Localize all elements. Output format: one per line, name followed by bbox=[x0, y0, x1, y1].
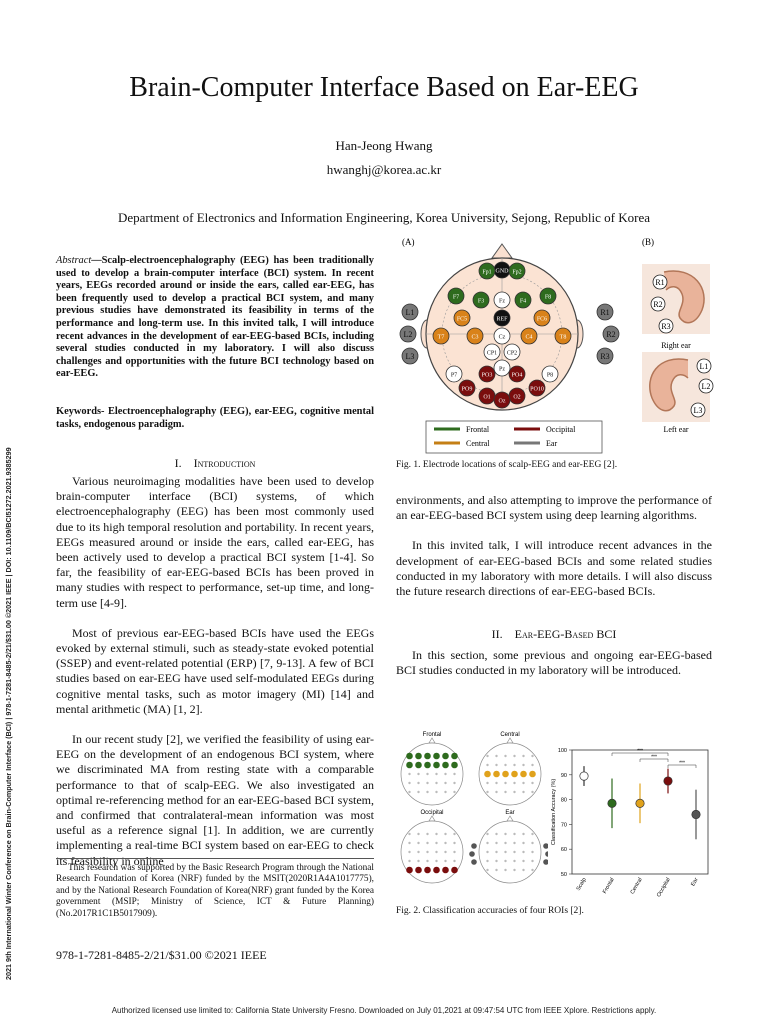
electrode-label: R2 bbox=[606, 330, 616, 339]
topoplot-electrode bbox=[486, 833, 488, 835]
topoplot-electrode bbox=[495, 860, 497, 862]
topoplot-group bbox=[401, 732, 548, 883]
topoplot-electrode bbox=[522, 782, 524, 784]
electrode-label: Cz bbox=[498, 334, 506, 341]
topoplot-electrode bbox=[408, 860, 410, 862]
topoplot-electrode bbox=[522, 869, 524, 871]
topoplot-electrode bbox=[435, 842, 437, 844]
electrode-label: C4 bbox=[525, 334, 533, 341]
topoplot-electrode bbox=[513, 755, 515, 757]
topoplot-roi-electrode bbox=[433, 867, 440, 874]
topoplot-roi-electrode bbox=[433, 753, 440, 760]
y-tick-label: 50 bbox=[560, 872, 567, 878]
topoplot-electrode bbox=[426, 842, 428, 844]
panel-b-label: (B) bbox=[642, 237, 654, 247]
topoplot-title: Ear bbox=[505, 810, 515, 816]
electrode-label: F3 bbox=[477, 298, 485, 305]
paper-title: Brain-Computer Interface Based on Ear-EEG bbox=[129, 72, 639, 103]
topoplot-electrode bbox=[513, 851, 515, 853]
legend-label: Ear bbox=[546, 439, 558, 448]
topoplot-electrode bbox=[495, 833, 497, 835]
topoplot-roi-electrode bbox=[415, 753, 422, 760]
topoplot-electrode bbox=[435, 833, 437, 835]
topoplot-electrode bbox=[531, 791, 533, 793]
topoplot-roi-electrode bbox=[442, 753, 449, 760]
electrode-label: F8 bbox=[544, 294, 552, 301]
topoplot-electrode bbox=[531, 782, 533, 784]
topoplot-electrode bbox=[495, 869, 497, 871]
electrode-label: L2 bbox=[701, 382, 711, 391]
topoplot-electrode bbox=[417, 851, 419, 853]
topoplot-roi-electrode bbox=[520, 771, 527, 778]
topoplot-roi-electrode bbox=[451, 762, 458, 769]
topoplot-electrode bbox=[486, 869, 488, 871]
topoplot-electrode bbox=[495, 764, 497, 766]
topoplot-electrode bbox=[504, 833, 506, 835]
topoplot-electrode bbox=[513, 791, 515, 793]
topoplot-electrode bbox=[453, 833, 455, 835]
legend-box bbox=[426, 421, 602, 453]
topoplot-electrode bbox=[426, 791, 428, 793]
topoplot-electrode bbox=[522, 851, 524, 853]
topoplot-electrode bbox=[417, 791, 419, 793]
topoplot-electrode bbox=[426, 860, 428, 862]
topoplot-electrode bbox=[486, 782, 488, 784]
intro-body bbox=[56, 474, 374, 869]
topoplot-electrode bbox=[426, 782, 428, 784]
topoplot-electrode bbox=[408, 842, 410, 844]
topoplot-electrode bbox=[504, 764, 506, 766]
topoplot-electrode bbox=[486, 755, 488, 757]
topoplot-electrode bbox=[444, 782, 446, 784]
topoplot-electrode bbox=[486, 791, 488, 793]
x-tick-label: Ear bbox=[690, 877, 700, 888]
y-tick-label: 60 bbox=[560, 847, 567, 854]
topoplot-electrode bbox=[531, 869, 533, 871]
abstract-text: —Scalp-electroencephalography (EEG) has been traditionally used to develop a brain-computer interface (BCI) system. In recent years, EEGs recorded around or inside the ears, called ear-EEG, has been frequently used to develop a practical BCI system, and many previous studies have demonstrated its feasibility in terms of the performance and long-term use. In this invited talk, I will introduce recent advances in the development of ear-EEG-based BCIs, including several studies conducted in my laboratory. I will also discuss challenges and opportunities with the future BCI technology based on ear-EEG. bbox=[56, 255, 374, 380]
author-name: Han-Jeong Hwang bbox=[335, 138, 433, 153]
topoplot-electrode bbox=[513, 764, 515, 766]
electrode-label: O1 bbox=[483, 394, 491, 401]
electrode-label: R1 bbox=[600, 308, 610, 317]
conference-sidebar: 2021 9th International Winter Conference on Brain-Computer Interface (BCI) | 978-1-7281-8485-2/21/$31.00 ©2021 IEEE | DOI: 10.1109/BCI51272.2021.9385299 bbox=[4, 447, 13, 980]
paragraph: In our recent study [2], we verified the feasibility of using ear-EEG on the development of an endogenous BCI system, where we discriminated MA from resting state with a comparable performance to that of scalp-EEG. We also investigated an optimal re-referencing method for an ear-EEG-based BCI system, and confirmed that contralateral-mean information was most useful as a reference signal [1]. In addition, we are currently implementing a real-time BCI system based on ear-EEG to check its feasibility in online bbox=[56, 732, 374, 868]
topoplot-title: Occipital bbox=[420, 810, 444, 816]
figure-1-electrode-map bbox=[394, 234, 716, 456]
topoplot-electrode bbox=[453, 773, 455, 775]
topoplot-electrode bbox=[453, 851, 455, 853]
topoplot-roi-electrode bbox=[442, 867, 449, 874]
topoplot-title: Central bbox=[500, 732, 520, 738]
x-tick-label: Scalp bbox=[575, 877, 588, 892]
topoplot-electrode bbox=[444, 791, 446, 793]
abstract-label: Abstract bbox=[56, 255, 92, 266]
electrode-label: R3 bbox=[661, 322, 671, 331]
topoplot-electrode bbox=[513, 842, 515, 844]
nose-shape bbox=[492, 244, 512, 258]
section-number: II. bbox=[491, 627, 503, 641]
x-tick-label: Frontal bbox=[601, 877, 616, 895]
section-heading-introduction bbox=[56, 456, 374, 471]
topoplot-electrode bbox=[444, 851, 446, 853]
topoplot-roi-electrode bbox=[451, 753, 458, 760]
topoplot-electrode bbox=[504, 791, 506, 793]
electrode-label: Fp2 bbox=[512, 269, 522, 276]
paragraph: Various neuroimaging modalities have been used to develop brain-computer interface (BCI) systems, of which electroencephalography (EEG) has been most commonly used due to its high temporal resolution and portability. In recent years, EEGs measured around or inside the ears, called ear-EEG, has been actively used to develop a practical BCI system [1-4]. So far, the feasibility of ear-EEG-based BCIs has been proved in many studies with respect to performance, set-up time, and long-term use [4-9]. bbox=[56, 474, 374, 610]
topoplot-electrode bbox=[495, 842, 497, 844]
topoplot-electrode bbox=[522, 791, 524, 793]
electrode-label: REF bbox=[496, 316, 508, 323]
y-tick-label: 70 bbox=[560, 822, 567, 829]
electrode-label: T7 bbox=[437, 334, 445, 341]
electrode-label: PO4 bbox=[511, 372, 523, 379]
topoplot-nose bbox=[429, 816, 435, 821]
data-point-central bbox=[636, 799, 644, 807]
x-tick-label: Central bbox=[629, 877, 644, 896]
chart-group bbox=[551, 748, 708, 898]
topoplot-electrode bbox=[495, 755, 497, 757]
topoplot-electrode bbox=[435, 791, 437, 793]
topoplot-electrode bbox=[417, 833, 419, 835]
panel-a-label: (A) bbox=[402, 237, 415, 247]
topoplot-electrode bbox=[444, 842, 446, 844]
topoplot-title: Frontal bbox=[422, 732, 442, 738]
footnote-text: This research was supported by the Basic Research Program through the National Research Foundation of Korea (NRF) funded by the MSIT(2020R1A4A1017775), and by the National Research Foundation of Korea(NRF) grant funded by the Korea government (MSIP; Ministry of Science, ICT & Future Planning) (No.2017R1C1B5017909). bbox=[56, 863, 374, 919]
electrode-label: CP2 bbox=[506, 350, 518, 357]
topoplot-electrode bbox=[513, 869, 515, 871]
isbn-line: 978-1-7281-8485-2/21/$31.00 ©2021 IEEE bbox=[56, 948, 267, 962]
topoplot-roi-electrode bbox=[424, 762, 431, 769]
electrode-label: PO9 bbox=[461, 386, 473, 393]
topoplot-electrode bbox=[408, 782, 410, 784]
topoplot-electrode bbox=[486, 860, 488, 862]
topoplot-roi-electrode bbox=[424, 867, 431, 874]
keywords: Keywords- Electroencephalography (EEG), ear-EEG, cognitive mental tasks, endogenous paradigm. bbox=[56, 406, 374, 430]
significance-label: *** bbox=[651, 754, 657, 761]
affiliation: Department of Electronics and Information Engineering, Korea University, Sejong, Republic of Korea bbox=[118, 210, 650, 225]
topoplot-electrode bbox=[453, 782, 455, 784]
figure-2-accuracy-chart bbox=[546, 742, 716, 902]
y-tick-label: 90 bbox=[560, 772, 567, 779]
topoplot-electrode bbox=[435, 773, 437, 775]
topoplot-roi-electrode bbox=[406, 753, 413, 760]
paragraph: Most of previous ear-EEG-based BCIs have used the EEGs evoked by external stimuli, such as steady-state evoked potential (SSEP) and event-related potential (ERP) [7, 9-13]. A few of BCI studies based on ear-EEG have used self-modulated EEGs during cognitive mental tasks, such as motor imagery (MI) [14] and mental arithmetic (MA) [1, 2]. bbox=[56, 625, 374, 716]
topoplot-electrode bbox=[486, 851, 488, 853]
topoplot-electrode bbox=[417, 860, 419, 862]
topoplot-electrode bbox=[522, 833, 524, 835]
electrode-label: F4 bbox=[519, 298, 527, 305]
topoplot-roi-electrode bbox=[415, 867, 422, 874]
topoplot-roi-electrode bbox=[493, 771, 500, 778]
topoplot-electrode bbox=[531, 860, 533, 862]
legend-label: Frontal bbox=[466, 425, 490, 434]
electrode-label: Pz bbox=[499, 366, 505, 373]
topoplot-electrode bbox=[522, 842, 524, 844]
electrode-label: PO10 bbox=[530, 386, 544, 393]
topoplot-electrode bbox=[435, 860, 437, 862]
topoplot-roi-electrode bbox=[484, 771, 491, 778]
right-ear-label: Right ear bbox=[661, 341, 691, 350]
legend-label: Occipital bbox=[546, 425, 576, 434]
topoplot-electrode bbox=[417, 782, 419, 784]
topoplot-nose bbox=[429, 738, 435, 743]
topoplot-electrode bbox=[453, 791, 455, 793]
topoplot-roi-electrode bbox=[406, 762, 413, 769]
electrode-label: PO3 bbox=[481, 372, 493, 379]
electrode-label: C3 bbox=[471, 334, 479, 341]
significance-label: *** bbox=[637, 748, 643, 755]
data-point-frontal bbox=[608, 799, 616, 807]
topoplot-electrode bbox=[522, 755, 524, 757]
topoplot-electrode bbox=[504, 860, 506, 862]
topoplot-electrode bbox=[408, 851, 410, 853]
topoplot-electrode bbox=[531, 833, 533, 835]
topoplot-electrode bbox=[522, 860, 524, 862]
footnote bbox=[56, 858, 374, 920]
topoplot-electrode bbox=[417, 842, 419, 844]
topoplot-nose bbox=[507, 738, 513, 743]
x-tick-label: Occipital bbox=[655, 877, 672, 899]
electrode-label: L3 bbox=[693, 406, 703, 415]
topoplot-ear-electrode bbox=[469, 851, 475, 857]
electrode-label: R1 bbox=[655, 278, 665, 287]
topoplot-electrode bbox=[495, 782, 497, 784]
electrode-label: FC6 bbox=[536, 316, 548, 323]
topoplot-electrode bbox=[531, 842, 533, 844]
topoplot-electrode bbox=[486, 764, 488, 766]
y-axis-label: Classification Accuracy (%) bbox=[551, 778, 557, 846]
section-number: I. bbox=[174, 456, 182, 470]
electrode-label: R2 bbox=[653, 300, 663, 309]
author-email[interactable]: hwanghj@korea.ac.kr bbox=[326, 162, 442, 177]
topoplot-electrode bbox=[408, 773, 410, 775]
electrode-label: L1 bbox=[699, 362, 709, 371]
section-title: Ear-EEG-Based BCI bbox=[514, 627, 617, 641]
topoplot-electrode bbox=[513, 782, 515, 784]
topoplot-electrode bbox=[408, 833, 410, 835]
topoplot-roi-electrode bbox=[451, 867, 458, 874]
topoplot-electrode bbox=[531, 851, 533, 853]
topoplot-electrode bbox=[531, 764, 533, 766]
data-point-ear bbox=[692, 810, 700, 818]
legend-label: Central bbox=[466, 439, 490, 448]
electrode-label: FC5 bbox=[456, 316, 468, 323]
significance-label: *** bbox=[679, 760, 685, 767]
topoplot-roi-electrode bbox=[433, 762, 440, 769]
topoplot-roi-electrode bbox=[511, 771, 518, 778]
electrode-label: P7 bbox=[450, 372, 458, 379]
electrode-label: O2 bbox=[513, 394, 521, 401]
data-point-scalp bbox=[580, 772, 588, 780]
topoplot-electrode bbox=[444, 833, 446, 835]
paragraph: environments, and also attempting to improve the performance of an ear-EEG-based BCI system using deep learning algorithms. bbox=[396, 493, 712, 523]
electrode-label: L1 bbox=[405, 308, 415, 317]
topoplot-electrode bbox=[513, 860, 515, 862]
topoplot-electrode bbox=[417, 773, 419, 775]
topoplot-electrode bbox=[495, 851, 497, 853]
electrode-label: R3 bbox=[600, 352, 610, 361]
electrode-label: GND bbox=[495, 268, 509, 275]
electrode-label: Oz bbox=[498, 398, 506, 405]
y-tick-label: 100 bbox=[557, 748, 567, 754]
topoplot-electrode bbox=[453, 860, 455, 862]
figure-2-caption: Fig. 2. Classification accuracies of four ROIs [2]. bbox=[396, 906, 584, 916]
figure-2-topoplots bbox=[392, 730, 548, 900]
topoplot-electrode bbox=[495, 791, 497, 793]
topoplot-electrode bbox=[435, 851, 437, 853]
figure-1-caption: Fig. 1. Electrode locations of scalp-EEG and ear-EEG [2]. bbox=[396, 460, 618, 470]
left-ear-label: Left ear bbox=[663, 425, 689, 434]
topoplot-nose bbox=[507, 816, 513, 821]
electrode-label: F7 bbox=[452, 294, 460, 301]
data-point-occipital bbox=[664, 777, 672, 785]
topoplot-electrode bbox=[426, 773, 428, 775]
topoplot-electrode bbox=[408, 791, 410, 793]
topoplot-electrode bbox=[486, 842, 488, 844]
topoplot-electrode bbox=[531, 755, 533, 757]
electrode-label: Fp1 bbox=[482, 269, 492, 276]
topoplot-roi-electrode bbox=[502, 771, 509, 778]
section-heading-ear-eeg bbox=[396, 627, 712, 642]
right-body bbox=[396, 493, 712, 599]
topoplot-electrode bbox=[444, 773, 446, 775]
footer-notice: Authorized licensed use limited to: California State University Fresno. Downloaded on July 01,2021 at 09:47:54 UTC from IEEE Xplore. Restrictions apply. bbox=[111, 1006, 657, 1015]
topoplot-ear-electrode bbox=[471, 859, 477, 865]
topoplot-electrode bbox=[504, 869, 506, 871]
abstract bbox=[56, 255, 374, 381]
topoplot-electrode bbox=[504, 842, 506, 844]
y-tick-label: 80 bbox=[560, 797, 567, 804]
electrode-label: L2 bbox=[403, 330, 413, 339]
topoplot-electrode bbox=[522, 764, 524, 766]
paragraph: In this section, some previous and ongoing ear-EEG-based BCI studies conducted in my laboratory will be introduced. bbox=[396, 648, 712, 678]
electrode-label: Fz bbox=[499, 298, 505, 305]
topoplot-roi-electrode bbox=[529, 771, 536, 778]
topoplot-electrode bbox=[444, 860, 446, 862]
topoplot-electrode bbox=[504, 755, 506, 757]
topoplot-electrode bbox=[513, 833, 515, 835]
section-2-body bbox=[396, 648, 712, 678]
topoplot-roi-electrode bbox=[424, 753, 431, 760]
topoplot-roi-electrode bbox=[442, 762, 449, 769]
topoplot-electrode bbox=[426, 851, 428, 853]
electrode-label: L3 bbox=[405, 352, 415, 361]
topoplot-electrode bbox=[504, 782, 506, 784]
topoplot-roi-electrode bbox=[415, 762, 422, 769]
topoplot-electrode bbox=[504, 851, 506, 853]
topoplot-roi-electrode bbox=[406, 867, 413, 874]
topoplot-ear-electrode bbox=[471, 843, 477, 849]
paragraph: In this invited talk, I will introduce recent advances in the development of ear-EEG-based BCIs and some related studies conducted in my laboratory with more details. I will also discuss the future research directions of ear-EEG-based BCIs. bbox=[396, 538, 712, 599]
electrode-label: CP1 bbox=[486, 350, 498, 357]
topoplot-electrode bbox=[426, 833, 428, 835]
topoplot-electrode bbox=[435, 782, 437, 784]
electrode-label: P8 bbox=[546, 372, 554, 379]
topoplot-electrode bbox=[453, 842, 455, 844]
section-title: Introduction bbox=[193, 456, 256, 470]
electrode-label: T8 bbox=[559, 334, 567, 341]
